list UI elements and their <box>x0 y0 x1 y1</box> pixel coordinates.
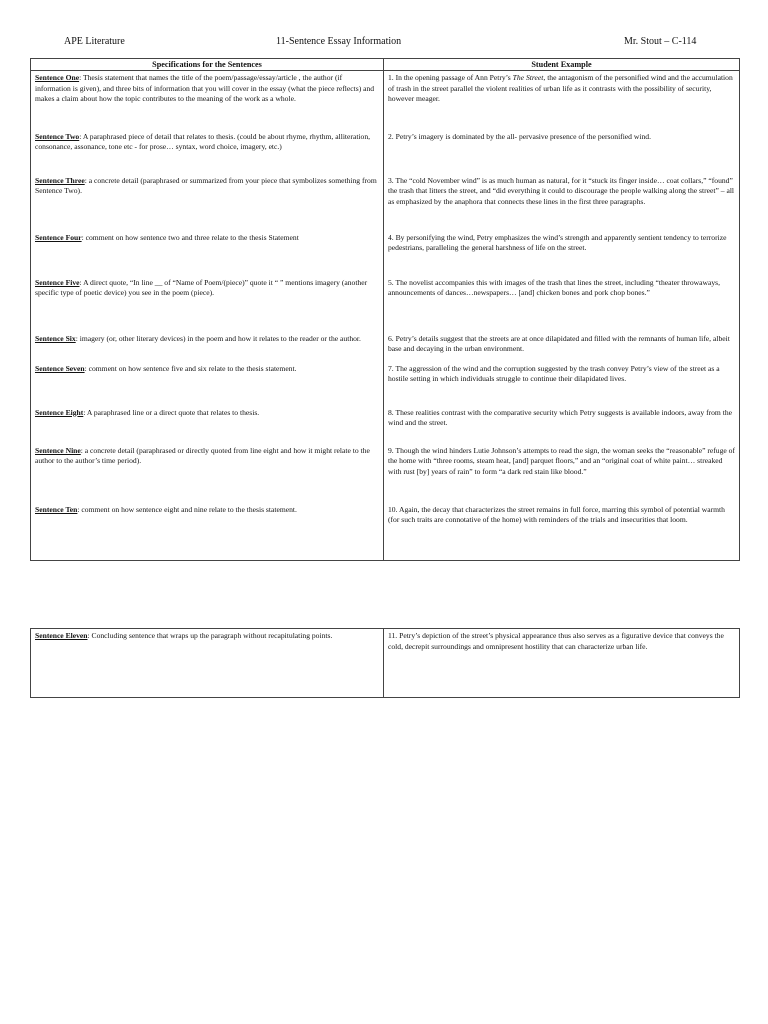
spec-cell <box>31 332 384 362</box>
example-text: 1. In the opening passage of Ann Petry’s <box>388 73 513 82</box>
example-cell <box>384 332 740 362</box>
example-cell <box>384 362 740 406</box>
sentence-label: Sentence Three <box>35 175 85 185</box>
table-header-row <box>31 59 740 71</box>
example-text: 9. Though the wind hinders Lutie Johnson’s attempts to read the sign, the woman seeks the “reasonable” refuge of the home with “three rooms, steam heat, [and] parquet floors,” and an “original coat of white paint… streaked with rust [by] years of rain” to form “a dark red stain like blood.” <box>388 445 735 476</box>
spec-text: : A direct quote, “In line __ of “Name of Poem/(piece)” quote it “ ” mentions imagery (another specific type of poetic device) you see in the poem (piece). <box>35 277 368 297</box>
spec-cell <box>31 174 384 231</box>
table-row <box>31 503 740 561</box>
spec-cell <box>31 231 384 276</box>
table-row <box>31 130 740 174</box>
spec-text: : Concluding sentence that wraps up the paragraph without recapitulating points. <box>87 631 333 640</box>
sentence-label: Sentence Ten <box>35 504 78 514</box>
sentence-label: Sentence One <box>35 73 80 82</box>
document-title: 11-Sentence Essay Information <box>276 36 402 47</box>
sentence-eleven-table <box>30 628 740 698</box>
example-text: , the antagonism of the personified wind and the accumulation of trash in the street parallel the violent realities of urban life as it contrasts with the possibility of security, however meager. <box>388 73 733 103</box>
example-text: 10. Again, the decay that characterizes the street remains in full force, marring this symbol of potential warmth (for such traits are connotative of the home) with reminders of the trials and insecurities that loom. <box>388 504 725 524</box>
course-name: APE Literature <box>64 36 125 47</box>
spec-cell <box>31 503 384 561</box>
spec-text: : A paraphrased piece of detail that relates to thesis. (could be about rhyme, rhythm, alliteration, consonance, assonance, tone etc - for prose… syntax, word choice, imagery, etc.) <box>35 131 371 151</box>
teacher-room: Mr. Stout – C-114 <box>624 36 697 47</box>
work-title: The Street <box>512 73 544 82</box>
spec-text: : comment on how sentence five and six relate to the thesis statement. <box>84 363 297 373</box>
example-cell <box>384 71 740 130</box>
table-row <box>31 231 740 276</box>
table-row <box>31 362 740 406</box>
page-header <box>0 36 768 50</box>
example-cell <box>384 444 740 503</box>
spec-text: : a concrete detail (paraphrased or summarized from your piece that symbolizes something from Sentence Two). <box>35 175 377 195</box>
spec-text: : Thesis statement that names the title of the poem/passage/essay/article , the author (if information is given), and three bits of information that you will cover in the essay (what the piece reflects) and makes a claim about how the topic contributes to the meaning of the work as a whole. <box>35 73 375 103</box>
example-cell <box>384 130 740 174</box>
example-text: 8. These realities contrast with the comparative security which Petry suggests is available indoors, away from the wind and the street. <box>388 407 733 427</box>
spec-cell <box>31 130 384 174</box>
spec-cell <box>31 629 384 698</box>
table-row <box>31 332 740 362</box>
table-row <box>31 444 740 503</box>
example-text: 4. By personifying the wind, Petry emphasizes the wind’s strength and apparently sentient tendency to terrorize pedestrians, paralleling the general harshness of life on the street. <box>388 232 727 252</box>
table-row <box>31 174 740 231</box>
example-cell <box>384 629 740 698</box>
example-cell <box>384 174 740 231</box>
sentence-label: Sentence Eleven <box>35 631 88 640</box>
example-text: 11. Petry’s depiction of the street’s physical appearance thus also serves as a figurative device that conveys the cold, decrepit surroundings and omnipresent hostility that can characterize urban life. <box>388 631 724 651</box>
spec-cell <box>31 362 384 406</box>
sentence-label: Sentence Two <box>35 131 80 141</box>
example-text: 6. Petry’s details suggest that the streets are at once dilapidated and filled with the remnants of human life, albeit base and decaying in the urban environment. <box>388 333 730 353</box>
example-cell <box>384 406 740 444</box>
sentence-label: Sentence Eight <box>35 407 84 417</box>
spec-cell <box>31 406 384 444</box>
spec-cell <box>31 444 384 503</box>
example-cell <box>384 276 740 332</box>
table-row <box>31 629 740 698</box>
spec-text: : A paraphrased line or a direct quote that relates to thesis. <box>83 407 260 417</box>
spec-cell <box>31 71 384 130</box>
table-row <box>31 406 740 444</box>
example-text: 3. The “cold November wind” is as much human as natural, for it “stuck its finger inside… coat collars,” “found” the trash that litters the street, and “did everything it could to discourage the people walking along the street” – all as emphasized by the anaphora that connects these lines in the first three paragraphs. <box>388 175 735 206</box>
spec-text: : comment on how sentence two and three relate to the thesis Statement <box>81 232 299 242</box>
student-example-header: Student Example <box>384 59 740 71</box>
sentence-label: Sentence Six <box>35 333 76 343</box>
example-text: 7. The aggression of the wind and the corruption suggested by the trash convey Petry’s view of the street as a hostile setting in which individuals struggle to continue their dilapidated lives. <box>388 363 720 383</box>
spec-text: : comment on how sentence eight and nine relate to the thesis statement. <box>77 504 297 514</box>
sentence-spec-table <box>30 58 740 561</box>
example-text: 5. The novelist accompanies this with images of the trash that lines the street, including “theater throwaways, announcements of dances…newspapers… [and] chicken bones and pork chop bones.” <box>388 277 720 297</box>
sentence-label: Sentence Nine <box>35 445 81 455</box>
sentence-label: Sentence Four <box>35 232 82 242</box>
example-cell <box>384 231 740 276</box>
example-cell <box>384 503 740 561</box>
sentence-label: Sentence Seven <box>35 363 85 373</box>
spec-cell <box>31 276 384 332</box>
table-row <box>31 71 740 130</box>
spec-text: : a concrete detail (paraphrased or directly quoted from line eight and how it might relate to the author to the author’s time period). <box>35 445 370 465</box>
sentence-label: Sentence Five <box>35 277 80 287</box>
example-text: 2. Petry’s imagery is dominated by the all- pervasive presence of the personified wind. <box>388 131 651 141</box>
table-row <box>31 276 740 332</box>
specifications-header: Specifications for the Sentences <box>31 59 384 71</box>
spec-text: : imagery (or, other literary devices) in the poem and how it relates to the reader or the author. <box>75 333 361 343</box>
